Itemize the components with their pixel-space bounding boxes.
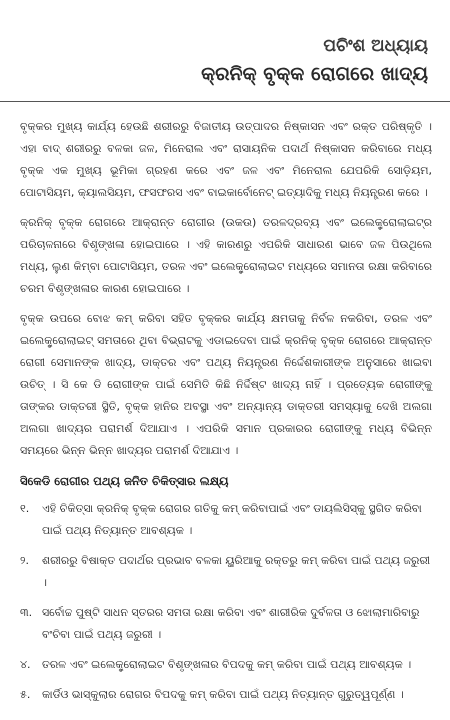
list-item xyxy=(20,654,432,676)
list-number: ୫. xyxy=(20,688,31,701)
list-number: ୩. xyxy=(20,606,33,619)
list-item xyxy=(20,498,432,542)
paragraph-2: କ୍ରନିକ୍ ବୃକ୍କ ରୋଗରେ ଆକ୍ରାନ୍ତ ରୋଗୀର (ଉକଉ) ତରଳଦ୍ରବ୍ୟ ଏବଂ ଇଲେକ୍ଟ୍ରୋଲାଇଟ୍ର ପରିଚାଳନାରେ ବିଶୃଙ୍ଖଳା ହୋଇପାରେ । ଏହି କାରଣରୁ ଏପରିକି ସାଧାରଣ ଭାବେ ଜଳ ପିଉଥିଲେ ମଧ୍ୟ, ଲୁଣ କିମ୍ବା ପୋଟାସିୟମ, ତରଳ ଏବଂ ଇଲେକ୍ଟ୍ରୋଲାଇଟ ମଧ୍ୟରେ ସମାନତା ରକ୍ଷା କରିବାରେ ଚରମ ବିଶୃଙ୍ଖଳାର କାରଣ ହୋଇପାରେ । xyxy=(20,216,432,295)
list-text: ଏହି ଚିକିତ୍ସା କ୍ରନିକ୍ ବୃକ୍କ ରୋଗର ଗତିକୁ କମ୍ କରିବାପାଇଁ ଏବଂ ଡାୟଲିସିସ୍କୁ ସ୍ଥଗିତ କରିବା ପାଇଁ ପଥ୍ୟ ନିତ୍ୟାନ୍ତ ଆବଶ୍ୟକ । xyxy=(42,502,422,537)
list-item xyxy=(20,550,432,594)
list-number: ୨. xyxy=(20,554,29,567)
list-item xyxy=(20,684,432,706)
paragraph-1: ବୃକ୍କର ମୁଖ୍ୟ କାର୍ଯ୍ୟ ହେଉଛି ଶରୀରରୁ ବିଜାତୀୟ ଉତ୍ପାଦର ନିଷ୍କାସନ ଏବଂ ରକ୍ତ ପରିଷ୍କୃତି । ଏହା ବାଦ୍ ଶରୀରରୁ ବଳକା ଜଳ, ମିନେରାଲ ଏବଂ ରାସାୟନିକ ପଦାର୍ଥ ନିଷ୍କାସନ କରିବାରେ ମଧ୍ୟ ବୃକ୍କ ଏକ ମୁଖ୍ୟ ଭୂମିକା ଗ୍ରହଣ କରେ ଏବଂ ଜଳ ଏବଂ ମିନେରାଲ ଯେପରିକି ସୋଡ଼ିୟମ, ପୋଟାସିୟମ, କ୍ୟାଲସିୟମ, ଫସଫରସ ଏବଂ ବାଇକାର୍ବୋନେଟ୍ ଇତ୍ୟାଦିକୁ ମଧ୍ୟ ନିୟନ୍ତ୍ରଣ କରେ । xyxy=(20,120,432,199)
section-heading: ସିକେଡି ରୋଗୀର ପଥ୍ୟ ଜନିତ ଚିକିତ୍ସାର ଲକ୍ଷ୍ୟ xyxy=(20,474,229,488)
goals-list xyxy=(20,498,432,706)
chapter-title: ପଚିଂଶ ଅଧ୍ୟାୟ xyxy=(323,36,428,56)
list-text: ସର୍ବୋଚ୍ଚ ପୁଷ୍ଟି ସାଧନ ସ୍ତରର ସମତା ରକ୍ଷା କରିବା ଏବଂ ଶାରୀରିକ ଦୁର୍ବଳତା ଓ ଝୋଲାମାରିବାରୁ ବଂଚିବା ପାଇଁ ପଥ୍ୟ ଜରୁରୀ । xyxy=(42,606,420,641)
list-number: ୧. xyxy=(20,502,30,515)
document-body xyxy=(20,116,432,714)
list-text: କାର୍ଡିଓ ଭାସ୍କୁଲାର ରୋଗର ବିପଦକୁ କମ୍ କରିବା ପାଇଁ ପଥ୍ୟ ନିତ୍ୟାନ୍ତ ଗୁରୁତ୍ୱପୂର୍ଣ୍ଣ । xyxy=(42,688,404,701)
chapter-subtitle: କ୍ରନିକ୍ ବୃକ୍କ ରୋଗରେ ଖାଦ୍ୟ xyxy=(201,63,428,85)
paragraph-3: ବୃକ୍କ ଉପରେ ବୋଝ କମ୍ କରିବା ସହିତ ବୃକ୍କର କାର୍ଯ୍ୟ କ୍ଷମତାକୁ ନିର୍ବଳ ନକରିବା, ତରଳ ଏବଂ ଇଲେକ୍ଟ୍ରୋଲାଇଟ୍ ସମତାରେ ଥିବା ବିଭ୍ରାଟକୁ ଏଡାଇଦେବା ପାଇଁ କ୍ରନିକ୍ ବୃକ୍କ ରୋଗରେ ଆକ୍ରାନ୍ତ ରୋଗୀ ସେମାନଙ୍କ ଖାଦ୍ୟ, ଡାକ୍ତର ଏବଂ ପଥ୍ୟ ନିୟନ୍ତ୍ରଣ ନିର୍ଦ୍ଦେଶକାରୀଙ୍କ ଅନୁସାରେ ଖାଇବା ଉଚିତ୍ । ସି କେ ଡି ରୋଗୀଙ୍କ ପାଇଁ ସେମିତି କିଛି ନିର୍ଦ୍ଦିଷ୍ଟ ଖାଦ୍ୟ ନାହିଁ । ପ୍ରତ୍ୟେକ ରୋଗୀଙ୍କୁ ତାଙ୍କର ଡାକ୍ତରୀ ସ୍ଥିତି, ବୃକ୍କ ହାନିର ଅବସ୍ଥା ଏବଂ ଅନ୍ୟାନ୍ୟ ଡାକ୍ତରୀ ସମସ୍ୟାକୁ ଦେଖି ଅଲଗା ଅଲଗା ଖାଦ୍ୟର ପରାମର୍ଶ ଦିଆଯାଏ । ଏପରିକି ସମାନ ପ୍ରକାରର ରୋଗୀଙ୍କୁ ମଧ୍ୟ ବିଭିନ୍ନ ସମୟରେ ଭିନ୍ନ ଭିନ୍ନ ଖାଦ୍ୟର ପରାମର୍ଶ ଦିଆଯାଏ । xyxy=(20,312,432,457)
list-number: ୪. xyxy=(20,658,31,671)
list-text: ଶରୀରରୁ ବିଷାକ୍ତ ପଦାର୍ଥର ପ୍ରଭାବ ବଳକା ୟୁରିଆକୁ ରକ୍ତରୁ କମ୍ କରିବା ପାଇଁ ପଥ୍ୟ ଜରୁରୀ । xyxy=(42,554,431,589)
list-item xyxy=(20,602,432,646)
list-text: ତରଳ ଏବଂ ଇଲେକ୍ଟ୍ରୋଲାଇଟ ବିଶୃଙ୍ଖଳାର ବିପଦକୁ କମ୍ କରିବା ପାଇଁ ପଥ୍ୟ ଆବଶ୍ୟକ । xyxy=(42,658,412,671)
header-divider xyxy=(0,101,450,102)
